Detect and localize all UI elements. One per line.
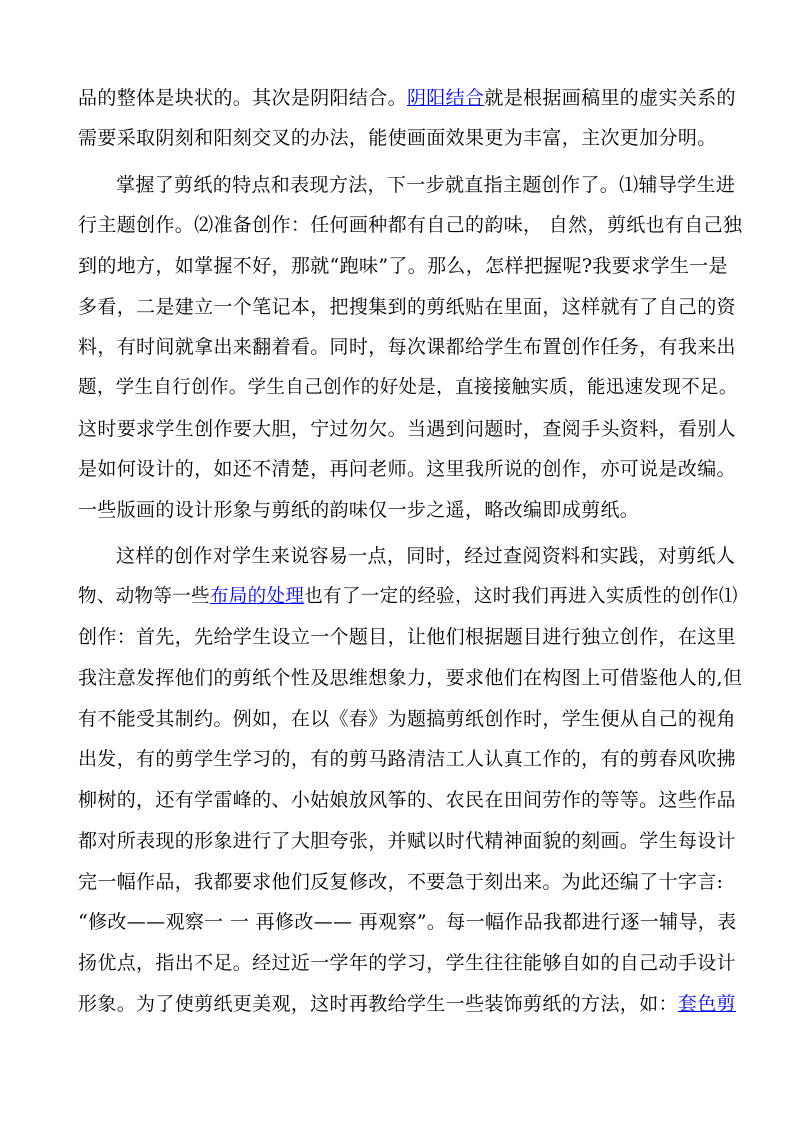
p3-line-3: 创作：首先，先给学生设立一个题目，让他们根据题目进行独立创作，在这里 — [78, 626, 736, 648]
p3-line-10: “修改——观察一 一 再修改—— 再观察”。每一幅作品我都进行逐一辅导，表 — [78, 911, 737, 933]
p1-line-1 — [78, 84, 736, 112]
p2-line-3: 到的地方，如掌握不好，那就“跑味”了。那么，怎样把握呢?我要求学生一是 — [78, 255, 728, 277]
layout-processing-link[interactable]: 布局的处理 — [209, 586, 305, 607]
p3-line-1: 这样的创作对学生来说容易一点，同时，经过查阅资料和实践，对剪纸人 — [116, 545, 736, 567]
p2-line-1: 掌握了剪纸的特点和表现方法，下一步就直指主题创作了。⑴辅导学生进 — [116, 174, 736, 196]
p3-line-12 — [78, 990, 736, 1018]
p1-line-2: 需要采取阴刻和阳刻交叉的办法，能使画面效果更为丰富，主次更加分明。 — [78, 127, 717, 149]
p3-line-8: 都对所表现的形象进行了大胆夸张，并赋以时代精神面貌的刻画。学生每设计 — [78, 830, 736, 852]
p2-line-9: 一些版画的设计形象与剪纸的韵味仅一步之遥，略改编即成剪纸。 — [78, 499, 640, 521]
p2-line-8: 是如何设计的，如还不清楚，再问老师。这里我所说的创作，亦可说是改编。 — [78, 458, 736, 480]
overprint-cut-link[interactable]: 套色剪 — [677, 993, 736, 1015]
p3-line-9: 完一幅作品，我都要求他们反复修改，不要急于刻出来。为此还编了十字言: — [78, 871, 724, 893]
p1-line-1-text-a: 品的整体是块状的。其次是阴阳结合。 — [78, 87, 407, 109]
p3-line-2 — [78, 583, 738, 611]
p2-line-5: 料，有时间就拿出来翻着看。同时，每次课都给学生布置创作任务，有我来出 — [78, 336, 736, 358]
p3-line-2-text-a: 物、动物等一些 — [78, 586, 210, 607]
p3-line-12-text-a: 形象。为了使剪纸更美观，这时再教给学生一些装饰剪纸的方法，如： — [78, 993, 678, 1015]
p3-line-7: 柳树的，还有学雷峰的、小姑娘放风筝的、农民在田间劳作的等等。这些作品 — [78, 789, 736, 811]
p2-line-7: 这时要求学生创作要大胆，宁过勿欠。当遇到问题时，查阅手头资料，看别人 — [78, 418, 736, 440]
yinyang-link[interactable]: 阴阳结合 — [406, 87, 485, 109]
p3-line-4: 我注意发挥他们的剪纸个性及思维想象力，要求他们在构图上可借鉴他人的,但 — [78, 667, 743, 689]
p2-line-6: 题，学生自行创作。学生自己创作的好处是，直接接触实质，能迅速发现不足。 — [78, 377, 738, 398]
p3-line-5: 有不能受其制约。例如，在以《春》为题搞剪纸创作时，学生便从自己的视角 — [78, 708, 736, 730]
p2-line-2: 行主题创作。⑵准备创作：任何画种都有自己的韵味， 自然，剪纸也有自己独 — [78, 214, 743, 236]
p3-line-6: 出发，有的剪学生学习的，有的剪马路清洁工人认真工作的，有的剪春风吹拂 — [78, 748, 736, 770]
p3-line-2-text-b: 也有了一定的经验，这时我们再进入实质性的创作⑴ — [304, 586, 738, 607]
p1-line-1-text-b: 就是根据画稿里的虚实关系的 — [484, 87, 736, 109]
p2-line-4: 多看，二是建立一个笔记本，把搜集到的剪纸贴在里面，这样就有了自己的资 — [78, 296, 736, 318]
p3-line-11: 扬优点，指出不足。经过近一学年的学习，学生往往能够自如的自己动手设计 — [78, 952, 736, 974]
